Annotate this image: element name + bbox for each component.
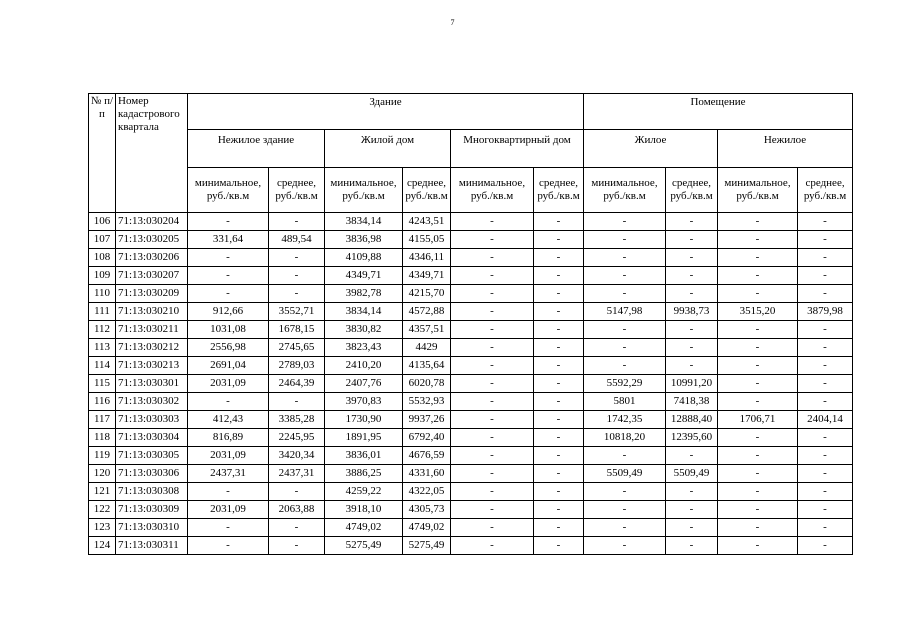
value-cell: 489,54 <box>269 231 325 249</box>
value-cell: 4749,02 <box>403 519 451 537</box>
table-row <box>89 231 853 249</box>
value-cell: 2031,09 <box>188 447 269 465</box>
value-cell: 3830,82 <box>325 321 403 339</box>
value-cell: - <box>584 267 666 285</box>
header-min: минимальное, руб./кв.м <box>451 168 534 213</box>
value-cell: 3886,25 <box>325 465 403 483</box>
value-cell: - <box>718 501 798 519</box>
table-row <box>89 339 853 357</box>
value-cell: - <box>269 267 325 285</box>
value-cell: - <box>798 375 853 393</box>
value-cell: - <box>534 465 584 483</box>
value-cell: - <box>718 447 798 465</box>
value-cell: 5509,49 <box>666 465 718 483</box>
value-cell: - <box>451 285 534 303</box>
table-row <box>89 213 853 231</box>
table-row <box>89 303 853 321</box>
value-cell: 331,64 <box>188 231 269 249</box>
value-cell: 4331,60 <box>403 465 451 483</box>
table-row <box>89 411 853 429</box>
row-number-cell: 122 <box>89 501 116 519</box>
value-cell: - <box>188 249 269 267</box>
value-cell: - <box>451 393 534 411</box>
table-row <box>89 357 853 375</box>
value-cell: 3420,34 <box>269 447 325 465</box>
value-cell: 4749,02 <box>325 519 403 537</box>
row-number-cell: 106 <box>89 213 116 231</box>
value-cell: - <box>451 537 534 555</box>
table-row <box>89 249 853 267</box>
row-number-cell: 114 <box>89 357 116 375</box>
value-cell: 5509,49 <box>584 465 666 483</box>
value-cell: - <box>451 267 534 285</box>
value-cell: 3552,71 <box>269 303 325 321</box>
value-cell: 4243,51 <box>403 213 451 231</box>
value-cell: 5275,49 <box>325 537 403 555</box>
value-cell: - <box>534 519 584 537</box>
cadastral-value-table <box>88 93 853 555</box>
row-number-cell: 116 <box>89 393 116 411</box>
cadastral-quarter-cell: 71:13:030209 <box>116 285 188 303</box>
value-cell: - <box>798 267 853 285</box>
value-cell: 1706,71 <box>718 411 798 429</box>
value-cell: - <box>269 249 325 267</box>
table-row <box>89 429 853 447</box>
header-min: минимальное, руб./кв.м <box>325 168 403 213</box>
header-avg: среднее, руб./кв.м <box>269 168 325 213</box>
value-cell: - <box>584 285 666 303</box>
value-cell: - <box>666 321 718 339</box>
value-cell: - <box>798 519 853 537</box>
header-avg: среднее, руб./кв.м <box>534 168 584 213</box>
table-body <box>89 213 853 555</box>
value-cell: 5801 <box>584 393 666 411</box>
value-cell: - <box>451 357 534 375</box>
value-cell: 4259,22 <box>325 483 403 501</box>
table-row <box>89 393 853 411</box>
table-row <box>89 519 853 537</box>
value-cell: - <box>666 501 718 519</box>
cadastral-quarter-cell: 71:13:030206 <box>116 249 188 267</box>
value-cell: - <box>718 537 798 555</box>
value-cell: - <box>718 285 798 303</box>
cadastral-quarter-cell: 71:13:030304 <box>116 429 188 447</box>
value-cell: 5275,49 <box>403 537 451 555</box>
value-cell: - <box>718 519 798 537</box>
value-cell: 2437,31 <box>188 465 269 483</box>
cadastral-quarter-cell: 71:13:030213 <box>116 357 188 375</box>
value-cell: - <box>666 483 718 501</box>
value-cell: - <box>798 429 853 447</box>
table-row <box>89 321 853 339</box>
value-cell: 2464,39 <box>269 375 325 393</box>
value-cell: 3970,83 <box>325 393 403 411</box>
value-cell: 3836,01 <box>325 447 403 465</box>
cadastral-quarter-cell: 71:13:030207 <box>116 267 188 285</box>
value-cell: - <box>188 519 269 537</box>
value-cell: - <box>798 501 853 519</box>
header-min: минимальное, руб./кв.м <box>584 168 666 213</box>
cadastral-quarter-cell: 71:13:030211 <box>116 321 188 339</box>
value-cell: - <box>534 537 584 555</box>
value-cell: - <box>718 429 798 447</box>
value-cell: - <box>534 483 584 501</box>
row-number-cell: 108 <box>89 249 116 267</box>
value-cell: - <box>269 213 325 231</box>
value-cell: 2063,88 <box>269 501 325 519</box>
value-cell: 12888,40 <box>666 411 718 429</box>
value-cell: 3834,14 <box>325 303 403 321</box>
value-cell: 4305,73 <box>403 501 451 519</box>
value-cell: - <box>534 357 584 375</box>
value-cell: 3823,43 <box>325 339 403 357</box>
value-cell: - <box>188 267 269 285</box>
value-cell: - <box>718 375 798 393</box>
cadastral-quarter-cell: 71:13:030311 <box>116 537 188 555</box>
value-cell: 3982,78 <box>325 285 403 303</box>
table-row <box>89 447 853 465</box>
value-cell: - <box>584 213 666 231</box>
value-cell: - <box>584 483 666 501</box>
value-cell: - <box>534 429 584 447</box>
table-row <box>89 285 853 303</box>
value-cell: 4346,11 <box>403 249 451 267</box>
value-cell: 2031,09 <box>188 501 269 519</box>
value-cell: - <box>718 321 798 339</box>
header-avg: среднее, руб./кв.м <box>666 168 718 213</box>
value-cell: 1730,90 <box>325 411 403 429</box>
value-cell: - <box>451 303 534 321</box>
value-cell: - <box>666 213 718 231</box>
value-cell: 3879,98 <box>798 303 853 321</box>
value-cell: - <box>666 447 718 465</box>
value-cell: - <box>534 321 584 339</box>
value-cell: - <box>534 447 584 465</box>
cadastral-quarter-cell: 71:13:030303 <box>116 411 188 429</box>
value-cell: - <box>798 447 853 465</box>
table-row <box>89 267 853 285</box>
value-cell: - <box>798 465 853 483</box>
value-cell: 4429 <box>403 339 451 357</box>
value-cell: - <box>666 231 718 249</box>
header-premises-group: Помещение <box>584 94 853 130</box>
value-cell: 9938,73 <box>666 303 718 321</box>
value-cell: 3836,98 <box>325 231 403 249</box>
value-cell: 5532,93 <box>403 393 451 411</box>
table-row <box>89 483 853 501</box>
row-number-cell: 124 <box>89 537 116 555</box>
value-cell: 1891,95 <box>325 429 403 447</box>
value-cell: 912,66 <box>188 303 269 321</box>
header-residential-house: Жилой дом <box>325 130 451 168</box>
header-cadastral-quarter: Номер кадастрового квартала <box>116 94 188 213</box>
value-cell: - <box>798 357 853 375</box>
value-cell: - <box>534 213 584 231</box>
row-number-cell: 120 <box>89 465 116 483</box>
row-number-cell: 109 <box>89 267 116 285</box>
value-cell: - <box>584 321 666 339</box>
value-cell: - <box>534 249 584 267</box>
value-cell: 10818,20 <box>584 429 666 447</box>
value-cell: - <box>718 213 798 231</box>
value-cell: - <box>718 267 798 285</box>
value-cell: - <box>269 393 325 411</box>
header-avg: среднее, руб./кв.м <box>403 168 451 213</box>
value-cell: - <box>269 537 325 555</box>
table-row <box>89 465 853 483</box>
row-number-cell: 107 <box>89 231 116 249</box>
value-cell: 2437,31 <box>269 465 325 483</box>
cadastral-quarter-cell: 71:13:030205 <box>116 231 188 249</box>
cadastral-quarter-cell: 71:13:030204 <box>116 213 188 231</box>
value-cell: 3515,20 <box>718 303 798 321</box>
row-number-cell: 118 <box>89 429 116 447</box>
value-cell: - <box>798 537 853 555</box>
header-residential-premises: Жилое <box>584 130 718 168</box>
value-cell: - <box>188 483 269 501</box>
value-cell: 3918,10 <box>325 501 403 519</box>
value-cell: - <box>451 519 534 537</box>
value-cell: 2410,20 <box>325 357 403 375</box>
value-cell: - <box>451 231 534 249</box>
value-cell: - <box>584 231 666 249</box>
value-cell: 10991,20 <box>666 375 718 393</box>
value-cell: - <box>666 249 718 267</box>
value-cell: 6792,40 <box>403 429 451 447</box>
value-cell: - <box>451 339 534 357</box>
value-cell: - <box>584 357 666 375</box>
value-cell: 2691,04 <box>188 357 269 375</box>
value-cell: 2245,95 <box>269 429 325 447</box>
value-cell: - <box>718 339 798 357</box>
value-cell: 4676,59 <box>403 447 451 465</box>
value-cell: - <box>534 303 584 321</box>
value-cell: - <box>534 285 584 303</box>
value-cell: - <box>188 285 269 303</box>
cadastral-quarter-cell: 71:13:030302 <box>116 393 188 411</box>
value-cell: - <box>451 483 534 501</box>
value-cell: - <box>534 339 584 357</box>
value-cell: - <box>534 393 584 411</box>
header-number: № п/п <box>89 94 116 213</box>
value-cell: - <box>798 321 853 339</box>
value-cell: - <box>451 411 534 429</box>
value-cell: - <box>798 483 853 501</box>
value-cell: - <box>451 249 534 267</box>
value-cell: - <box>718 483 798 501</box>
page-number: 7 <box>450 18 455 27</box>
row-number-cell: 119 <box>89 447 116 465</box>
value-cell: 2407,76 <box>325 375 403 393</box>
value-cell: - <box>451 429 534 447</box>
value-cell: - <box>451 213 534 231</box>
value-cell: 4215,70 <box>403 285 451 303</box>
value-cell: - <box>451 501 534 519</box>
value-cell: 412,43 <box>188 411 269 429</box>
row-number-cell: 121 <box>89 483 116 501</box>
value-cell: - <box>666 339 718 357</box>
value-cell: - <box>666 285 718 303</box>
row-number-cell: 123 <box>89 519 116 537</box>
value-cell: - <box>798 339 853 357</box>
value-cell: - <box>666 537 718 555</box>
value-cell: 5592,29 <box>584 375 666 393</box>
value-cell: - <box>269 483 325 501</box>
value-cell: - <box>534 411 584 429</box>
value-cell: - <box>451 465 534 483</box>
row-number-cell: 115 <box>89 375 116 393</box>
value-cell: 4109,88 <box>325 249 403 267</box>
header-apartment-building: Многоквартирный дом <box>451 130 584 168</box>
value-cell: - <box>269 285 325 303</box>
value-cell: - <box>188 393 269 411</box>
value-cell: 4322,05 <box>403 483 451 501</box>
value-cell: 2789,03 <box>269 357 325 375</box>
table-row <box>89 375 853 393</box>
value-cell: 1742,35 <box>584 411 666 429</box>
value-cell: 1678,15 <box>269 321 325 339</box>
value-cell: - <box>798 213 853 231</box>
header-min: минимальное, руб./кв.м <box>718 168 798 213</box>
value-cell: 4155,05 <box>403 231 451 249</box>
value-cell: - <box>798 285 853 303</box>
value-cell: 4135,64 <box>403 357 451 375</box>
table-row <box>89 501 853 519</box>
value-cell: - <box>188 213 269 231</box>
value-cell: - <box>666 267 718 285</box>
row-number-cell: 110 <box>89 285 116 303</box>
value-cell: 3385,28 <box>269 411 325 429</box>
value-cell: - <box>188 537 269 555</box>
value-cell: 6020,78 <box>403 375 451 393</box>
value-cell: - <box>269 519 325 537</box>
value-cell: 9937,26 <box>403 411 451 429</box>
value-cell: - <box>798 393 853 411</box>
cadastral-quarter-cell: 71:13:030306 <box>116 465 188 483</box>
value-cell: 2745,65 <box>269 339 325 357</box>
value-cell: - <box>718 393 798 411</box>
value-cell: - <box>451 447 534 465</box>
cadastral-quarter-cell: 71:13:030310 <box>116 519 188 537</box>
value-cell: - <box>584 537 666 555</box>
value-cell: - <box>666 519 718 537</box>
value-cell: - <box>534 375 584 393</box>
value-cell: 12395,60 <box>666 429 718 447</box>
value-cell: 2556,98 <box>188 339 269 357</box>
value-cell: - <box>584 501 666 519</box>
value-cell: - <box>584 519 666 537</box>
value-cell: - <box>798 231 853 249</box>
row-number-cell: 111 <box>89 303 116 321</box>
value-cell: - <box>451 321 534 339</box>
header-building-group: Здание <box>188 94 584 130</box>
value-cell: - <box>798 249 853 267</box>
value-cell: 2404,14 <box>798 411 853 429</box>
value-cell: - <box>534 501 584 519</box>
header-nonresidential-premises: Нежилое <box>718 130 853 168</box>
cadastral-quarter-cell: 71:13:030305 <box>116 447 188 465</box>
row-number-cell: 113 <box>89 339 116 357</box>
value-cell: 2031,09 <box>188 375 269 393</box>
cadastral-quarter-cell: 71:13:030210 <box>116 303 188 321</box>
value-cell: - <box>534 267 584 285</box>
value-cell: - <box>666 357 718 375</box>
value-cell: 1031,08 <box>188 321 269 339</box>
table-row <box>89 537 853 555</box>
value-cell: 4572,88 <box>403 303 451 321</box>
value-cell: 7418,38 <box>666 393 718 411</box>
row-number-cell: 112 <box>89 321 116 339</box>
cadastral-quarter-cell: 71:13:030308 <box>116 483 188 501</box>
cadastral-quarter-cell: 71:13:030212 <box>116 339 188 357</box>
value-cell: 5147,98 <box>584 303 666 321</box>
value-cell: 816,89 <box>188 429 269 447</box>
value-cell: 4349,71 <box>403 267 451 285</box>
value-cell: - <box>534 231 584 249</box>
value-cell: - <box>451 375 534 393</box>
value-cell: - <box>718 231 798 249</box>
value-cell: - <box>718 465 798 483</box>
header-avg: среднее, руб./кв.м <box>798 168 853 213</box>
value-cell: - <box>584 447 666 465</box>
header-nonresidential-building: Нежилое здание <box>188 130 325 168</box>
row-number-cell: 117 <box>89 411 116 429</box>
value-cell: 4357,51 <box>403 321 451 339</box>
value-cell: 4349,71 <box>325 267 403 285</box>
value-cell: - <box>718 249 798 267</box>
value-cell: - <box>584 339 666 357</box>
cadastral-quarter-cell: 71:13:030309 <box>116 501 188 519</box>
value-cell: - <box>718 357 798 375</box>
header-min: минимальное, руб./кв.м <box>188 168 269 213</box>
value-cell: 3834,14 <box>325 213 403 231</box>
cadastral-quarter-cell: 71:13:030301 <box>116 375 188 393</box>
value-cell: - <box>584 249 666 267</box>
